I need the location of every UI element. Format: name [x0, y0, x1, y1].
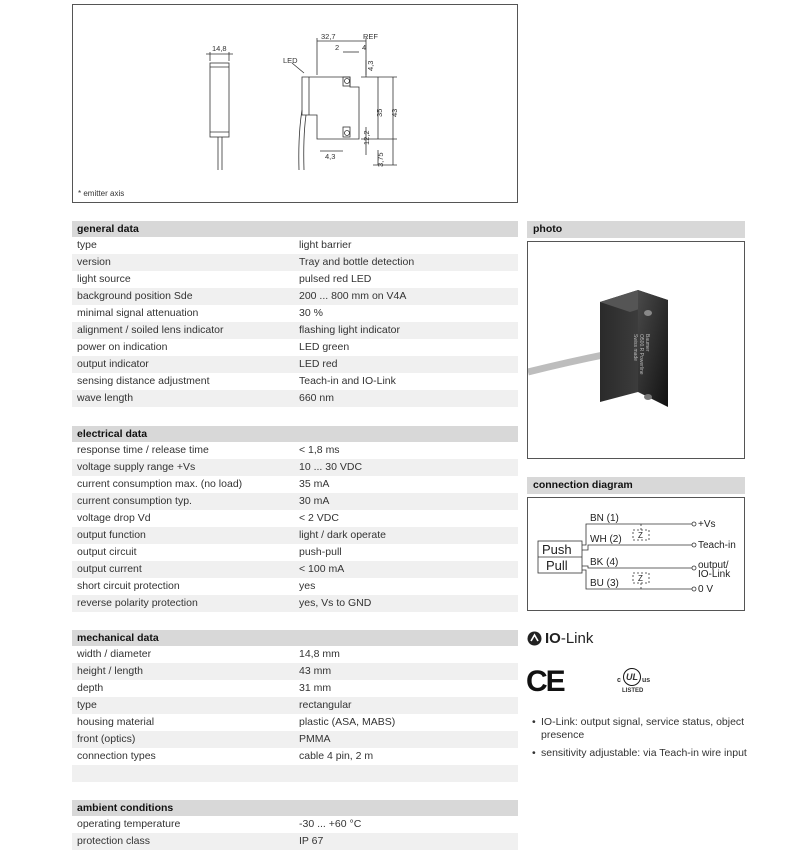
row-value: cable 4 pin, 2 m: [299, 750, 374, 762]
ul-circle: UL: [623, 668, 641, 686]
table-row: [72, 578, 518, 595]
row-label: sensing distance adjustment: [77, 375, 210, 387]
dim-43: 43: [390, 108, 399, 117]
row-value: push-pull: [299, 546, 342, 558]
row-label: version: [77, 256, 111, 268]
row-value: LED green: [299, 341, 350, 353]
io-link-rest: -Link: [560, 629, 594, 647]
row-value: Teach-in and IO-Link: [299, 375, 396, 387]
io-link-icon: [527, 631, 542, 646]
table-row: [72, 476, 518, 493]
section-title: ambient conditions: [72, 800, 518, 816]
dim-4: 4: [362, 43, 367, 52]
dim-2: 2: [335, 43, 340, 52]
section-title: electrical data: [72, 426, 518, 442]
table-row: [72, 373, 518, 390]
row-value: pulsed red LED: [299, 273, 372, 285]
table-row: [72, 305, 518, 322]
row-label: output function: [77, 529, 146, 541]
row-label: height / length: [77, 665, 143, 677]
dim-width: 14,8: [212, 44, 227, 53]
feature-bullet: • IO-Link: output signal, service status, object presence: [532, 716, 747, 741]
table-row: [72, 254, 518, 271]
table-row: [72, 493, 518, 510]
terminal-0v: 0 V: [698, 584, 714, 595]
product-photo: [527, 241, 745, 459]
row-label: output indicator: [77, 358, 149, 370]
table-row: [72, 646, 518, 663]
row-label: background position Sde: [77, 290, 193, 302]
row-value: yes: [299, 580, 316, 592]
row-value: plastic (ASA, MABS): [299, 716, 396, 728]
io-link-logo: [527, 628, 593, 648]
table-row: [72, 390, 518, 407]
table-row: [72, 561, 518, 578]
row-value: Tray and bottle detection: [299, 256, 415, 268]
table-row: [72, 731, 518, 748]
electrical-data-table: [72, 426, 518, 612]
row-label: wave length: [77, 392, 134, 404]
row-label: reverse polarity protection: [77, 597, 198, 609]
io-link-bold: IO: [545, 629, 561, 647]
table-row: [72, 237, 518, 254]
dimension-drawing: [72, 4, 518, 203]
row-label: depth: [77, 682, 104, 694]
row-label: minimal signal attenuation: [77, 307, 199, 319]
row-label: light source: [77, 273, 131, 285]
table-row: [72, 271, 518, 288]
row-label: output circuit: [77, 546, 137, 558]
z-label-top: Z: [638, 531, 643, 540]
table-row: [72, 339, 518, 356]
mechanical-data-table: [72, 630, 518, 782]
row-value: -30 ... +60 °C: [299, 818, 362, 830]
table-row: [72, 356, 518, 373]
dim-3-75: 3,75: [376, 152, 385, 167]
row-label: power on indication: [77, 341, 168, 353]
row-value: 10 ... 30 VDC: [299, 461, 363, 473]
ul-us-label: us: [642, 677, 651, 684]
row-value: LED red: [299, 358, 338, 370]
row-label: width / diameter: [77, 648, 152, 660]
row-label: output current: [77, 563, 142, 575]
feature-bullet: • sensitivity adjustable: via Teach-in wire input: [532, 747, 747, 760]
ul-listed-mark: [617, 668, 662, 700]
section-title: mechanical data: [72, 630, 518, 646]
wire-wh-label: WH (2): [590, 534, 622, 545]
row-label: short circuit protection: [77, 580, 180, 592]
wire-bu-label: BU (3): [590, 578, 619, 589]
row-value: 30 mA: [299, 495, 330, 507]
feature-bullets: [532, 716, 747, 766]
table-row: [72, 288, 518, 305]
row-label: voltage supply range +Vs: [77, 461, 196, 473]
row-value: < 1,8 ms: [299, 444, 340, 456]
photo-label-brand: Baumer: [644, 334, 650, 352]
row-value: yes, Vs to GND: [299, 597, 372, 609]
row-value: 200 ... 800 mm on V4A: [299, 290, 407, 302]
connection-diagram: [527, 497, 745, 611]
row-label: voltage drop Vd: [77, 512, 151, 524]
connection-diagram-svg: [528, 498, 744, 610]
row-label: alignment / soiled lens indicator: [77, 324, 224, 336]
row-label: [72, 765, 299, 782]
row-label: front (optics): [77, 733, 136, 745]
table-row: [72, 748, 518, 765]
dim-35: 35: [375, 108, 384, 117]
row-value: 35 mA: [299, 478, 330, 490]
row-value: 43 mm: [299, 665, 332, 677]
row-label: housing material: [77, 716, 155, 728]
row-label: connection types: [77, 750, 156, 762]
table-row: [72, 459, 518, 476]
dim-12-2: 12,2: [362, 130, 371, 145]
row-value: light / dark operate: [299, 529, 386, 541]
photo-label-model: O500.R Powerline: [638, 334, 644, 375]
row-value: 31 mm: [299, 682, 332, 694]
ul-listed-label: LISTED: [622, 688, 644, 694]
dim-32-7: 32,7: [321, 32, 336, 41]
dim-4-3-top: 4,3: [366, 60, 375, 71]
terminal-teach-in: Teach-in: [698, 540, 736, 551]
row-value: 30 %: [299, 307, 323, 319]
row-value: < 100 mA: [299, 563, 345, 575]
push-label: Push: [542, 542, 572, 557]
table-row: [72, 544, 518, 561]
table-row: [72, 595, 518, 612]
row-value: < 2 VDC: [299, 512, 339, 524]
table-row: [72, 527, 518, 544]
row-label: protection class: [77, 835, 150, 847]
row-value: IP 67: [299, 835, 324, 847]
row-value: light barrier: [299, 239, 352, 251]
photo-label-origin: Swiss made: [632, 334, 638, 361]
table-row: [72, 816, 518, 833]
photo-title: photo: [527, 221, 745, 238]
ambient-conditions-table: [72, 800, 518, 850]
row-value: flashing light indicator: [299, 324, 400, 336]
drawing-footnote: * emitter axis: [78, 189, 125, 198]
row-label: response time / release time: [77, 444, 209, 456]
table-row: [72, 442, 518, 459]
row-value: rectangular: [299, 699, 352, 711]
table-row: [72, 663, 518, 680]
ce-mark: CE: [526, 665, 564, 698]
wire-bn-label: BN (1): [590, 513, 619, 524]
row-label: type: [77, 239, 97, 251]
row-label: current consumption typ.: [77, 495, 192, 507]
row-value: PMMA: [299, 733, 331, 745]
dim-led: LED: [283, 56, 298, 65]
table-row: [72, 833, 518, 850]
terminal-vs: +Vs: [698, 519, 716, 530]
row-label: current consumption max. (no load): [77, 478, 243, 490]
dim-4-3-bottom: 4,3: [325, 152, 336, 161]
row-label: operating temperature: [77, 818, 181, 830]
general-data-table: [72, 221, 518, 407]
terminal-iolink: IO-Link: [698, 569, 731, 580]
row-value: 14,8 mm: [299, 648, 340, 660]
row-label: type: [77, 699, 97, 711]
connection-diagram-title: connection diagram: [527, 477, 745, 494]
wire-bk-label: BK (4): [590, 557, 619, 568]
z-label-bottom: Z: [638, 574, 643, 583]
table-row: [72, 714, 518, 731]
dimension-drawing-svg: [73, 5, 517, 202]
table-row: [72, 510, 518, 527]
table-row: [72, 680, 518, 697]
ul-c-label: c: [617, 677, 621, 684]
table-row: [72, 322, 518, 339]
table-row: [72, 697, 518, 714]
pull-label: Pull: [546, 558, 568, 573]
dim-ref: REF: [363, 32, 378, 41]
row-value: [299, 765, 518, 782]
sensor-photo-image: [528, 242, 744, 458]
terminal-output: output/: [698, 560, 729, 571]
row-value: 660 nm: [299, 392, 335, 404]
section-title: general data: [72, 221, 518, 237]
table-row: [72, 765, 518, 782]
